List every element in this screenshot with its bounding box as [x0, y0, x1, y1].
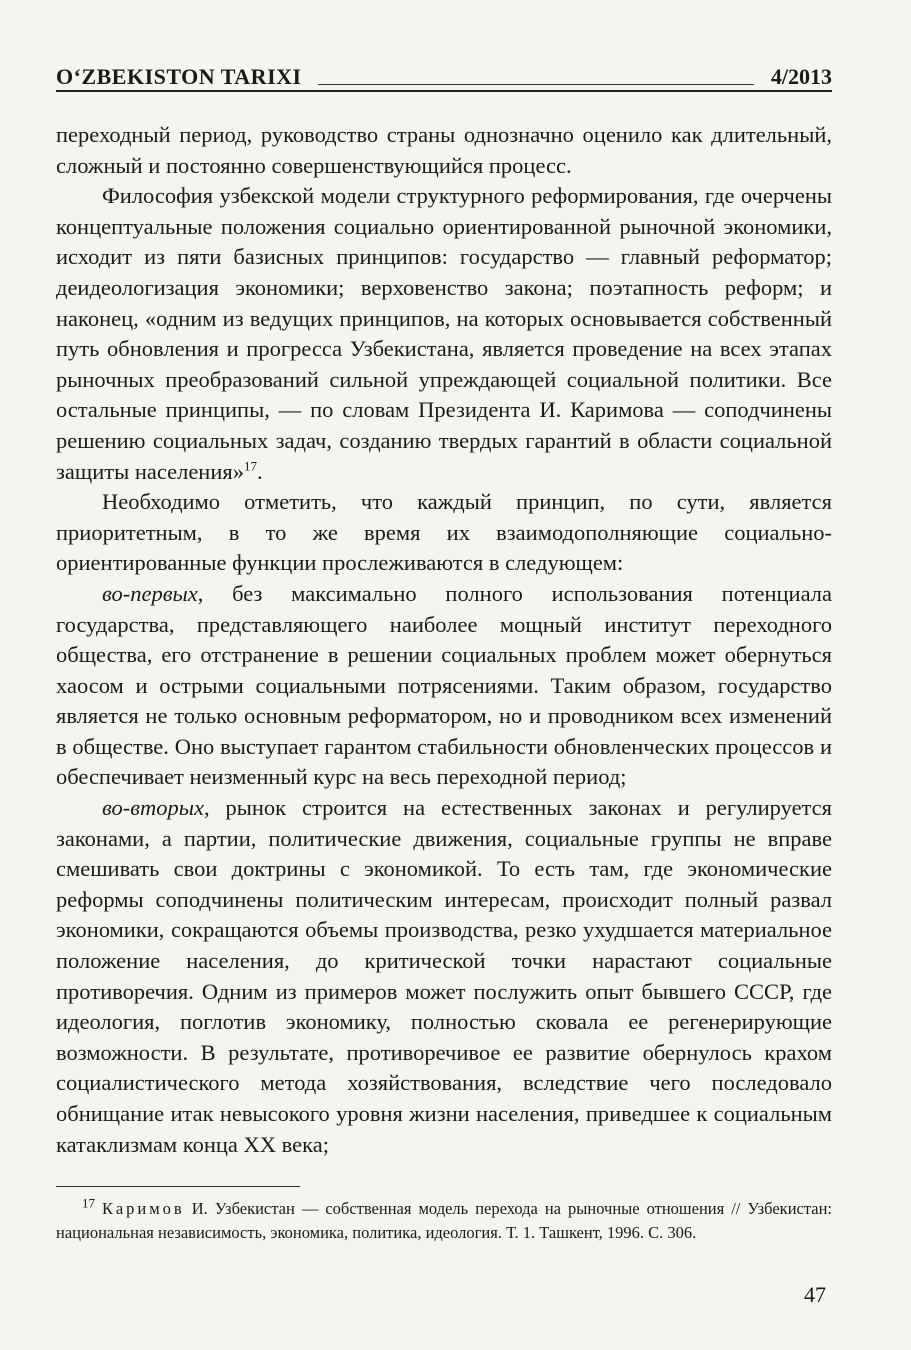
- italic-lead: во-первых: [102, 580, 198, 606]
- page-number: 47: [804, 1282, 826, 1307]
- footnote-number: 17: [82, 1195, 95, 1211]
- page: [56, 58, 832, 1244]
- issue-number: 4/2013: [770, 64, 832, 89]
- footnote: [56, 1197, 832, 1244]
- paragraph: во-вторых, рынок строится на естественных законах и регулируется законами, а партии, политические движения, социальные группы не вправе смешивать свои доктрины с экономикой. То есть там, где экономические реформы соподчинены политическим интересам, происходит полный развал экономики, сокращаются объемы производства, резко ухудшается материальное положение населения, до критической точки нарастают социальные противоречия. Одним из примеров может послужить опыт бывшего СССР, где идеология, поглотив экономику, полностью сковала ее регенерирующие возможности. В результате, противоречивое ее развитие обернулось крахом социалистического метода хозяйствования, вследствие чего последовало обнищание итак невысокого уровня жизни населения, приведшее к социальным катаклизмам конца XX века;: [56, 795, 832, 1157]
- running-header: [56, 58, 832, 92]
- paragraph: Философия узбекской модели структурного реформирования, где очерчены концептуальные положения социально ориентированной рыночной экономики, исходит из пяти базисных принципов: государство — главный реформатор; деидеологизация экономики; верховенство закона; поэтапность реформ; и наконец, «одним из ведущих принципов, на которых основывается собственный путь обновления и прогресса Узбекистана, является проведение на всех этапах рыночных преобразований сильной упреждающей социальной политики. Все остальные принципы, — по словам Президента И. Каримова — соподчинены решению социальных задач, созданию твердых гарантий в области социальной защиты населения»$^{17}$.: [56, 183, 832, 484]
- journal-title: O‘ZBEKISTON TARIXI: [56, 64, 302, 89]
- footnote-author: Каримов: [102, 1199, 185, 1219]
- paragraph: во-первых, без максимально полного использования потенциала государства, представляющего наиболее мощный институт переходного общества, его отстранение в решении социальных проблем может обернуться хаосом и острыми социальными потрясениями. Таким образом, государство является не только основным реформатором, но и проводником всех изменений в обществе. Оно выступает гарантом стабильности обновленческих процессов и обеспечивает неизменный курс на весь переходной период;: [56, 580, 832, 790]
- footnote-rule: [56, 1186, 300, 1187]
- footnote-ref: 17: [244, 458, 257, 474]
- header-rule: [318, 84, 754, 85]
- footnote-text: И. Узбекистан — собственная модель перехода на рыночные отношения // Узбекистан: национальная независимость, экономика, политика, идеология. Т. 1. Ташкент, 1996. С. 306.: [56, 1199, 832, 1242]
- paragraph: переходный период, руководство страны однозначно оценило как длительный, сложный и постоянно совершенствующийся процесс.: [56, 122, 832, 178]
- article-body: [56, 120, 832, 1160]
- paragraph: Необходимо отметить, что каждый принцип, по сути, является приоритетным, в то же время их взаимодополняющие социально-ориентированные функции прослеживаются в следующем:: [56, 489, 832, 576]
- italic-lead: во-вторых: [102, 795, 204, 821]
